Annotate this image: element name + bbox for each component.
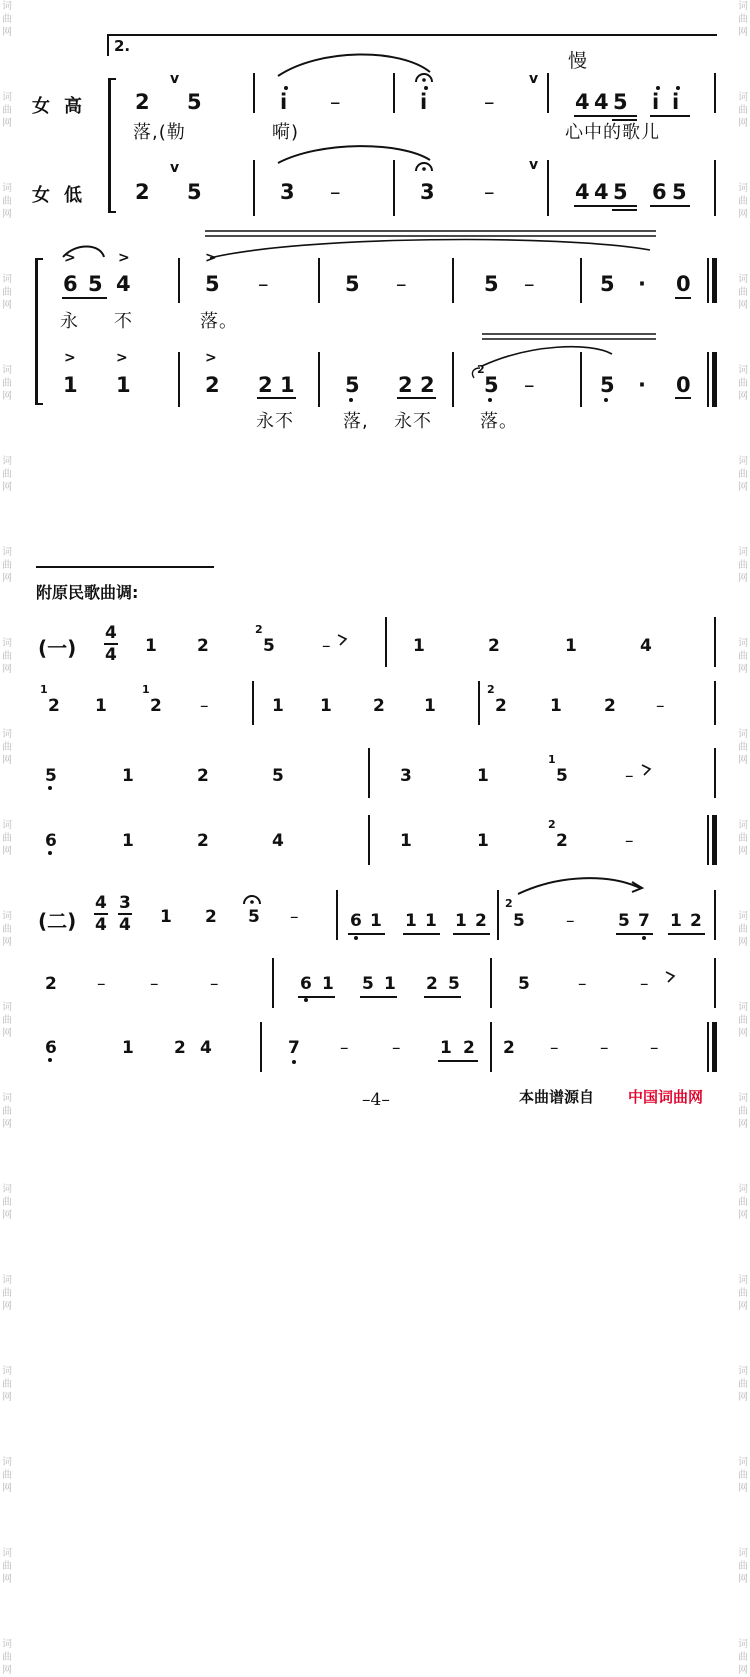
- time-sig-bottom: 4: [105, 645, 117, 665]
- breath-mark: v: [529, 157, 539, 173]
- note: 1: [405, 911, 417, 931]
- lyric: 永: [60, 311, 79, 332]
- voice-label-upper-text: 女高: [32, 96, 96, 117]
- voice-label-lower-text: 女低: [32, 185, 96, 206]
- dash: –: [340, 1038, 349, 1058]
- note: i: [420, 90, 428, 114]
- note: 2: [420, 373, 435, 397]
- note: 6: [45, 1038, 57, 1058]
- accent: >: [116, 350, 128, 366]
- note: 2: [150, 696, 162, 716]
- note: 1: [400, 831, 412, 851]
- note: 4: [200, 1038, 212, 1058]
- note: i: [280, 90, 288, 114]
- dash: –: [396, 272, 407, 296]
- time-sig-bottom: 4: [119, 915, 131, 935]
- note: 2: [488, 636, 500, 656]
- note: 5: [613, 180, 628, 204]
- time-sig-top: 4: [95, 893, 107, 913]
- dash: –: [330, 90, 341, 114]
- breath-mark: v: [170, 71, 180, 87]
- accent: >: [64, 250, 76, 266]
- rest: 0: [676, 272, 691, 296]
- dash: –: [97, 974, 106, 994]
- lyric: 嗬): [272, 122, 300, 143]
- note: 1: [670, 911, 682, 931]
- note: 1: [320, 696, 332, 716]
- note: 1: [370, 911, 382, 931]
- dash: –: [656, 696, 665, 716]
- part-label-2: (二): [38, 909, 77, 933]
- note: 5: [613, 90, 628, 114]
- note: 1: [95, 696, 107, 716]
- note: 3: [420, 180, 435, 204]
- lyric: 永不: [394, 411, 432, 432]
- note: 5: [618, 911, 630, 931]
- note: 4: [116, 272, 131, 296]
- dot-extension: ·: [638, 272, 646, 296]
- dash: –: [625, 831, 634, 851]
- note: 5: [88, 272, 103, 296]
- dash: –: [600, 1038, 609, 1058]
- watermark-left: 词 曲 网 词 曲 网 词 曲 网 词 曲 网 词 曲 网 词 曲 网 词 曲 网 词 曲 网 词 曲 网 词 曲 网 词 曲 网 词 曲 网 词 曲 网 词 曲 网 词 曲 网 词 曲 网 词 曲 网 词 曲 网 词 曲 网: [2, 1, 12, 1676]
- note: 3: [400, 766, 412, 786]
- note: 2: [174, 1038, 186, 1058]
- note: 5: [362, 974, 374, 994]
- lyric: 落,: [343, 411, 369, 432]
- note: 5: [556, 766, 568, 786]
- note: 4: [640, 636, 652, 656]
- dash: –: [330, 180, 341, 204]
- time-sig-bottom: 4: [95, 915, 107, 935]
- fermata-dot: [250, 900, 254, 904]
- note: i: [672, 90, 680, 114]
- note: 1: [63, 373, 78, 397]
- note: 7: [288, 1038, 300, 1058]
- lyric: 心中的歌儿: [565, 122, 660, 143]
- note: 5: [600, 373, 615, 397]
- dash: –: [550, 1038, 559, 1058]
- note: 2: [373, 696, 385, 716]
- source-label: 本曲谱源自: [519, 1088, 595, 1106]
- note: 5: [484, 373, 499, 397]
- grace-note: 1: [548, 753, 556, 766]
- note: 1: [425, 911, 437, 931]
- note: 2: [426, 974, 438, 994]
- appendix-title: 附原民歌曲调:: [36, 583, 139, 602]
- note: 1: [122, 766, 134, 786]
- note: 1: [455, 911, 467, 931]
- note: 1: [116, 373, 131, 397]
- note: 6: [350, 911, 362, 931]
- source-site-link[interactable]: 中国词曲网: [628, 1088, 704, 1106]
- dash: –: [640, 974, 649, 994]
- lyric: 落,(勒: [133, 122, 186, 143]
- note: 2: [205, 907, 217, 927]
- note: 1: [477, 766, 489, 786]
- note: 4: [272, 831, 284, 851]
- note: 5: [672, 180, 687, 204]
- dash: –: [392, 1038, 401, 1058]
- note: 1: [145, 636, 157, 656]
- note: 5: [600, 272, 615, 296]
- volta-label: 2.: [114, 37, 131, 55]
- watermark-right: 词 曲 网 词 曲 网 词 曲 网 词 曲 网 词 曲 网 词 曲 网 词 曲 网 词 曲 网 词 曲 网 词 曲 网 词 曲 网 词 曲 网 词 曲 网 词 曲 网 词 曲 网 词 曲 网 词 曲 网 词 曲 网 词 曲 网: [738, 1, 748, 1676]
- note: 5: [187, 90, 202, 114]
- dash: –: [566, 911, 575, 931]
- dash: –: [200, 696, 209, 716]
- slur-with-arrow: [518, 878, 640, 894]
- dash: –: [258, 272, 269, 296]
- note: 2: [690, 911, 702, 931]
- page-number: –4–: [362, 1090, 390, 1110]
- note: 1: [413, 636, 425, 656]
- dash: –: [150, 974, 159, 994]
- note: 6: [652, 180, 667, 204]
- note: 6: [45, 831, 57, 851]
- note: 1: [322, 974, 334, 994]
- dash: –: [524, 272, 535, 296]
- glissando-mark: [666, 972, 674, 982]
- note: 4: [594, 180, 609, 204]
- grace-note: 1: [142, 683, 150, 696]
- rest: 0: [676, 373, 691, 397]
- note: 1: [565, 636, 577, 656]
- dash: –: [650, 1038, 659, 1058]
- dot-extension: ·: [638, 373, 646, 397]
- note: 1: [272, 696, 284, 716]
- note: 1: [550, 696, 562, 716]
- time-sig-top: 3: [119, 893, 131, 913]
- note: 2: [197, 636, 209, 656]
- glissando-mark: [642, 765, 650, 775]
- note: 2: [45, 974, 57, 994]
- note: 1: [384, 974, 396, 994]
- note: 7: [638, 911, 650, 931]
- note: 2: [48, 696, 60, 716]
- note: 2: [197, 831, 209, 851]
- lyric: 永不: [256, 411, 294, 432]
- note: 1: [122, 831, 134, 851]
- grace-note: 2: [505, 897, 513, 910]
- note: 5: [187, 180, 202, 204]
- note: 1: [440, 1038, 452, 1058]
- note: 2: [495, 696, 507, 716]
- note: 5: [448, 974, 460, 994]
- breath-mark: v: [529, 71, 539, 87]
- grace-note: 2: [487, 683, 495, 696]
- note: 5: [345, 373, 360, 397]
- note: 5: [263, 636, 275, 656]
- note: 5: [45, 766, 57, 786]
- note: 1: [477, 831, 489, 851]
- note: 2: [463, 1038, 475, 1058]
- accent: >: [205, 250, 217, 266]
- note: 6: [63, 272, 78, 296]
- accent: >: [205, 350, 217, 366]
- note: 2: [205, 373, 220, 397]
- note: 3: [280, 180, 295, 204]
- note: 2: [503, 1038, 515, 1058]
- note: 2: [197, 766, 209, 786]
- note: 5: [272, 766, 284, 786]
- lyric: 落。: [200, 311, 238, 332]
- note: 5: [345, 272, 360, 296]
- time-sig-top: 4: [105, 623, 117, 643]
- grace-note: 2: [477, 363, 485, 376]
- note: i: [652, 90, 660, 114]
- note: 2: [398, 373, 413, 397]
- note: 5: [513, 911, 525, 931]
- note: 2: [475, 911, 487, 931]
- dash: –: [524, 373, 535, 397]
- note: 2: [556, 831, 568, 851]
- grace-note: 2: [548, 818, 556, 831]
- note: 1: [160, 907, 172, 927]
- grace-note: 1: [40, 683, 48, 696]
- part-label-1: (一): [38, 636, 77, 660]
- note: 4: [594, 90, 609, 114]
- dash: –: [578, 974, 587, 994]
- note: 2: [258, 373, 273, 397]
- note: 4: [575, 180, 590, 204]
- note: 2: [604, 696, 616, 716]
- tempo-mark: 慢: [568, 50, 589, 72]
- note: 5: [248, 907, 260, 927]
- accent: >: [118, 250, 130, 266]
- note: 5: [484, 272, 499, 296]
- lyric: 落。: [480, 411, 518, 432]
- note: 1: [280, 373, 295, 397]
- dash: –: [290, 907, 299, 927]
- note: 2: [135, 180, 150, 204]
- dash: –: [484, 90, 495, 114]
- note: 5: [518, 974, 530, 994]
- note: 1: [424, 696, 436, 716]
- dash: –: [625, 766, 634, 786]
- glissando-mark: [338, 635, 346, 645]
- lyric: 不: [114, 311, 133, 332]
- accent: >: [64, 350, 76, 366]
- note: 2: [135, 90, 150, 114]
- breath-mark: v: [170, 160, 180, 176]
- dash: –: [210, 974, 219, 994]
- dash: –: [322, 636, 331, 656]
- note: 1: [122, 1038, 134, 1058]
- note: 4: [575, 90, 590, 114]
- grace-note: 2: [255, 623, 263, 636]
- note: 5: [205, 272, 220, 296]
- note: 6: [300, 974, 312, 994]
- dash: –: [484, 180, 495, 204]
